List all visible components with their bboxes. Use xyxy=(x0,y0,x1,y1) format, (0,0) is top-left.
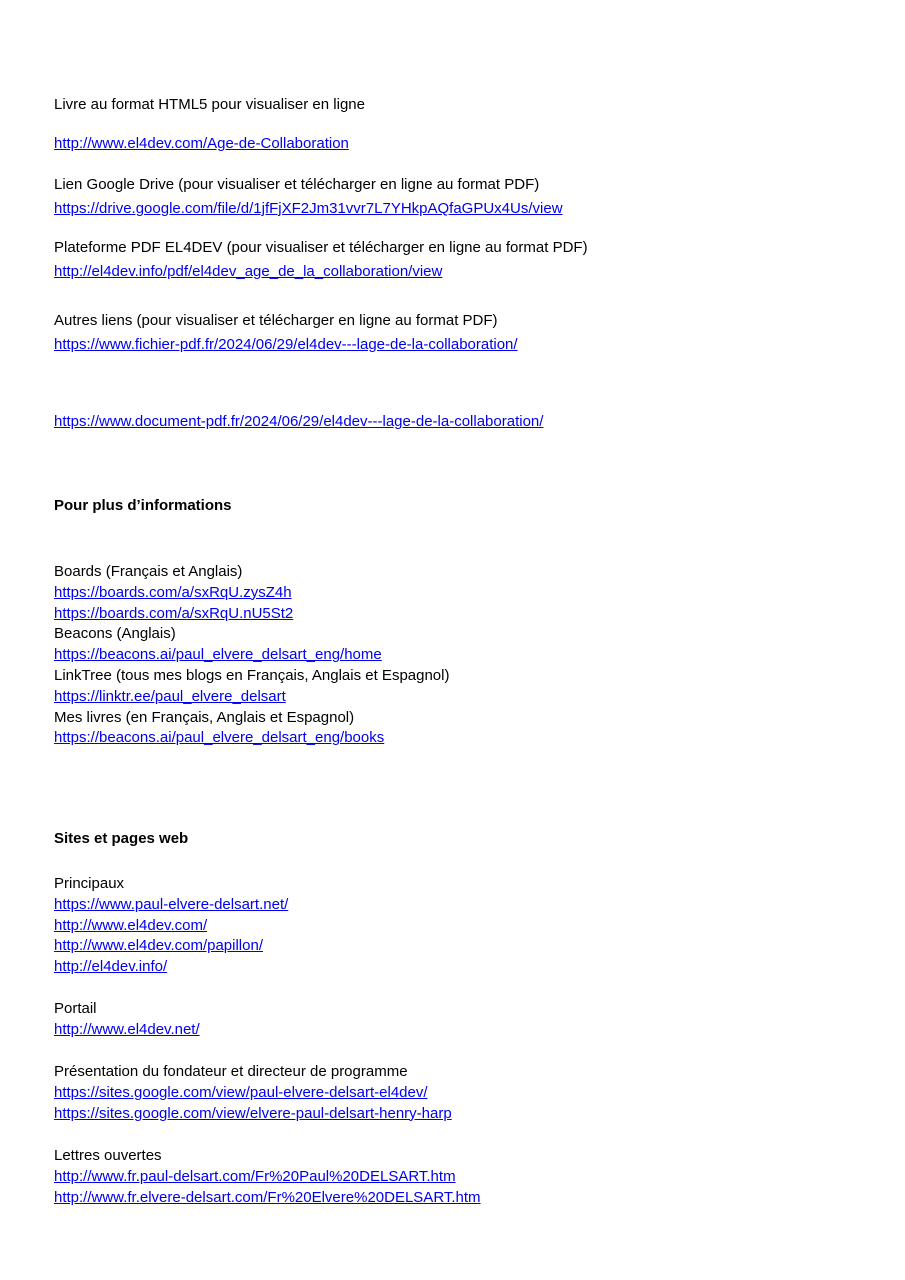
main-site-link-2[interactable]: http://www.el4dev.com/ xyxy=(54,916,208,934)
section-main-sites xyxy=(54,874,288,978)
boards-link-2[interactable]: https://boards.com/a/sxRqU.nU5St2 xyxy=(54,604,294,622)
section-pdf-platform xyxy=(54,236,588,284)
open-letter-link-1[interactable]: http://www.fr.paul-delsart.com/Fr%20Paul%20DELSART.htm xyxy=(54,1167,456,1185)
beacons-books-link[interactable]: https://beacons.ai/paul_elvere_delsart_eng/books xyxy=(54,729,385,747)
other-links-label: Autres liens (pour visualiser et télécharger en ligne au format PDF) xyxy=(54,312,498,329)
portal-label: Portail xyxy=(54,1000,97,1017)
boards-label: Boards (Français et Anglais) xyxy=(54,563,243,580)
founder-link-1[interactable]: https://sites.google.com/view/paul-elvere-delsart-el4dev/ xyxy=(54,1083,428,1101)
more-info-heading: Pour plus d’informations xyxy=(54,497,232,514)
linktree-label: LinkTree (tous mes blogs en Français, Anglais et Espagnol) xyxy=(54,666,450,684)
section-founder xyxy=(54,1062,452,1124)
section-portal xyxy=(54,999,200,1041)
main-site-link-4[interactable]: http://el4dev.info/ xyxy=(54,958,168,976)
section-other-links xyxy=(54,309,518,357)
founder-link-2[interactable]: https://sites.google.com/view/elvere-paul-delsart-henry-harp xyxy=(54,1104,452,1122)
beacons-label: Beacons (Anglais) xyxy=(54,625,176,643)
google-drive-label: Lien Google Drive (pour visualiser et télécharger en ligne au format PDF) xyxy=(54,176,540,193)
section-document-pdf-link xyxy=(54,412,543,433)
section-more-info-heading xyxy=(54,496,232,517)
document-pdf-link[interactable]: https://www.document-pdf.fr/2024/06/29/el4dev---lage-de-la-collaboration/ xyxy=(54,413,544,430)
section-html5-book xyxy=(54,95,365,116)
section-google-drive xyxy=(54,173,563,221)
section-websites-heading xyxy=(54,829,188,850)
linktree-link[interactable]: https://linktr.ee/paul_elvere_delsart xyxy=(54,687,286,705)
html5-book-link[interactable]: http://www.el4dev.com/Age-de-Collaboration xyxy=(54,135,349,152)
portal-link[interactable]: http://www.el4dev.net/ xyxy=(54,1020,200,1038)
section-html5-book-link xyxy=(54,134,349,155)
books-label: Mes livres (en Français, Anglais et Espagnol) xyxy=(54,708,355,726)
google-drive-link[interactable]: https://drive.google.com/file/d/1jfFjXF2Jm31vvr7L7YHkpAQfaGPUx4Us/view xyxy=(54,200,563,217)
founder-label: Présentation du fondateur et directeur de programme xyxy=(54,1063,408,1080)
main-site-link-1[interactable]: https://www.paul-elvere-delsart.net/ xyxy=(54,895,289,913)
section-open-letters xyxy=(54,1146,481,1208)
pdf-platform-label: Plateforme PDF EL4DEV (pour visualiser et télécharger en ligne au format PDF) xyxy=(54,239,588,256)
websites-heading: Sites et pages web xyxy=(54,830,189,847)
html5-book-label: Livre au format HTML5 pour visualiser en ligne xyxy=(54,96,365,113)
boards-link-1[interactable]: https://boards.com/a/sxRqU.zysZ4h xyxy=(54,583,292,601)
open-letters-label: Lettres ouvertes xyxy=(54,1147,162,1164)
main-sites-label: Principaux xyxy=(54,875,125,892)
beacons-home-link[interactable]: https://beacons.ai/paul_elvere_delsart_eng/home xyxy=(54,646,382,664)
fichier-pdf-link[interactable]: https://www.fichier-pdf.fr/2024/06/29/el4dev---lage-de-la-collaboration/ xyxy=(54,336,518,353)
pdf-platform-link[interactable]: http://el4dev.info/pdf/el4dev_age_de_la_collaboration/view xyxy=(54,263,443,280)
main-site-link-3[interactable]: http://www.el4dev.com/papillon/ xyxy=(54,937,263,955)
open-letter-link-2[interactable]: http://www.fr.elvere-delsart.com/Fr%20Elvere%20DELSART.htm xyxy=(54,1188,481,1206)
section-more-info-links xyxy=(54,562,449,749)
